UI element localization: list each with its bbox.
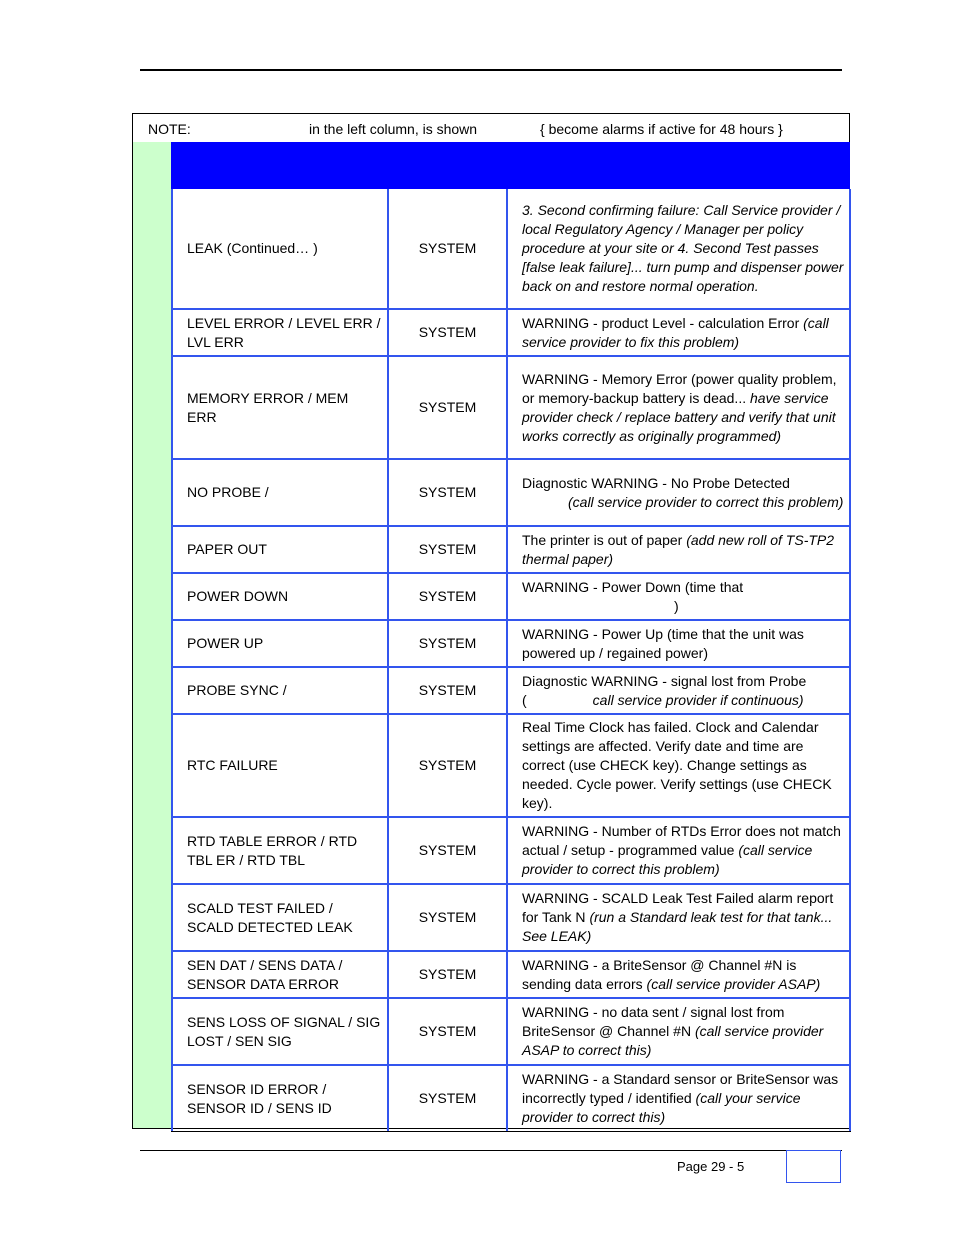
table-row (171, 310, 851, 357)
alarm-name: SENS LOSS OF SIGNAL / SIG LOST / SEN SIG (171, 999, 387, 1064)
desc-text: WARNING - a Standard sensor or BriteSensor was incorrectly typed / identified (522, 1071, 839, 1106)
desc-text: WARNING - no data sent / signal lost from BriteSensor @ Channel #N (522, 1004, 785, 1039)
alarm-name: PROBE SYNC / (171, 668, 387, 713)
alarm-type: SYSTEM (387, 189, 506, 308)
alarm-description (506, 357, 851, 458)
top-rule (140, 69, 842, 71)
desc-text: Diagnostic WARNING - No Probe Detected (522, 474, 790, 491)
alarm-type: SYSTEM (387, 1066, 506, 1131)
alarm-name: LEAK (Continued… ) (171, 189, 387, 308)
alarm-type: SYSTEM (387, 527, 506, 572)
desc-action: (run a Standard leak test for that tank... See LEAK) (522, 909, 833, 944)
table-row (171, 668, 851, 715)
table-row (171, 621, 851, 668)
alarm-name: RTD TABLE ERROR / RTD TBL ER / RTD TBL (171, 818, 387, 883)
desc-tail: ) (674, 597, 679, 614)
desc-action: (add new roll of TS-TP2 thermal paper) (522, 531, 835, 567)
desc-action: (call service provider to correct this problem) (522, 842, 813, 877)
alarm-description (506, 1066, 851, 1131)
alarm-type: SYSTEM (387, 357, 506, 458)
alarm-name: SEN DAT / SENS DATA / SENSOR DATA ERROR (171, 952, 387, 997)
desc-text: The printer is out of paper (522, 531, 687, 548)
desc-text: Diagnostic WARNING - signal lost from Probe ( (522, 672, 807, 708)
table-row (171, 818, 851, 885)
alarm-type: SYSTEM (387, 818, 506, 883)
alarm-type: SYSTEM (387, 952, 506, 997)
desc-action: (call service provider ASAP) (646, 975, 821, 992)
desc-text: WARNING - Power Up (time that the unit was powered up / regained power) (522, 625, 804, 661)
alarm-description (506, 310, 851, 355)
alarm-description (506, 818, 851, 883)
desc-action: have service provider check / replace battery and verify that unit works correctly as originally programmed) (522, 389, 836, 444)
desc-text: Real Time Clock has failed. Clock and Calendar settings are affected. Verify date and time are correct (use CHECK key). Change settings as needed. Cycle power. Verify settings (use CHECK key). (522, 719, 832, 811)
page-box (786, 1150, 841, 1183)
alarm-name: POWER DOWN (171, 574, 387, 619)
desc-action: (call service provider ASAP to correct this) (522, 1023, 824, 1058)
alarm-name: LEVEL ERROR / LEVEL ERR / LVL ERR (171, 310, 387, 355)
alarm-type: SYSTEM (387, 885, 506, 950)
alarm-description (506, 885, 851, 950)
table-row (171, 357, 851, 460)
desc-text: WARNING - Memory Error (power quality problem, or memory-backup battery is dead... (522, 370, 837, 406)
alarm-description (506, 527, 851, 572)
note-row (133, 114, 849, 142)
table-row (171, 999, 851, 1066)
alarm-name: POWER UP (171, 621, 387, 666)
alarm-name: RTC FAILURE (171, 715, 387, 816)
alarm-description (506, 621, 851, 666)
alarm-description (506, 668, 851, 713)
desc-action: call service provider if continuous) (592, 691, 804, 708)
alarm-type: SYSTEM (387, 460, 506, 525)
table-row (171, 1066, 851, 1132)
note-label: NOTE: (148, 121, 191, 137)
desc-action: 3. Second confirming failure: Call Service provider / local Regulatory Agency / Manager per policy procedure at your site or 4. Second Test passes [false leak failure]... turn pump and dispenser power back on and restore normal operation. (522, 202, 844, 294)
alarm-description (506, 574, 851, 619)
alarm-description (506, 952, 851, 997)
alarm-name: NO PROBE / (171, 460, 387, 525)
alarm-type: SYSTEM (387, 621, 506, 666)
table-row (171, 189, 851, 310)
table-row (171, 527, 851, 574)
desc-text: WARNING - SCALD Leak Test Failed alarm report for Tank N (522, 890, 834, 925)
alarm-description (506, 189, 851, 308)
alarm-type: SYSTEM (387, 574, 506, 619)
desc-text: WARNING - product Level - calculation Error (522, 314, 804, 331)
desc-action: (call your service provider to correct this) (522, 1090, 801, 1125)
table-row (171, 885, 851, 952)
alarm-type: SYSTEM (387, 310, 506, 355)
bottom-rule (140, 1150, 842, 1151)
page-number: Page 29 - 5 (677, 1159, 745, 1174)
alarm-type: SYSTEM (387, 715, 506, 816)
category-strip (133, 142, 171, 1128)
desc-text: WARNING - Number of RTDs Error does not match actual / setup - programmed value (522, 823, 841, 858)
table-row (171, 952, 851, 999)
alarm-type: SYSTEM (387, 668, 506, 713)
alarm-description (506, 460, 851, 525)
desc-action: (call service provider to correct this problem) (568, 493, 844, 510)
alarm-description (506, 715, 851, 816)
alarm-type: SYSTEM (387, 999, 506, 1064)
alarm-name: SENSOR ID ERROR / SENSOR ID / SENS ID (171, 1066, 387, 1131)
alarm-name: SCALD TEST FAILED / SCALD DETECTED LEAK (171, 885, 387, 950)
alarm-name: MEMORY ERROR / MEM ERR (171, 357, 387, 458)
alarm-description (506, 999, 851, 1064)
note-text: in the left column, is shown (309, 121, 478, 137)
desc-text: WARNING - a BriteSensor @ Channel #N is sending data errors (522, 956, 797, 992)
desc-action: (call service provider to fix this problem) (522, 314, 829, 350)
table-row (171, 715, 851, 818)
table-row (171, 574, 851, 621)
desc-text: WARNING - Power Down (time that (522, 578, 744, 595)
table-header-bar (171, 142, 850, 189)
alarm-name: PAPER OUT (171, 527, 387, 572)
table-row (171, 460, 851, 527)
alarm-table (171, 189, 851, 1132)
note-alarm-text: { become alarms if active for 48 hours } (540, 121, 783, 137)
